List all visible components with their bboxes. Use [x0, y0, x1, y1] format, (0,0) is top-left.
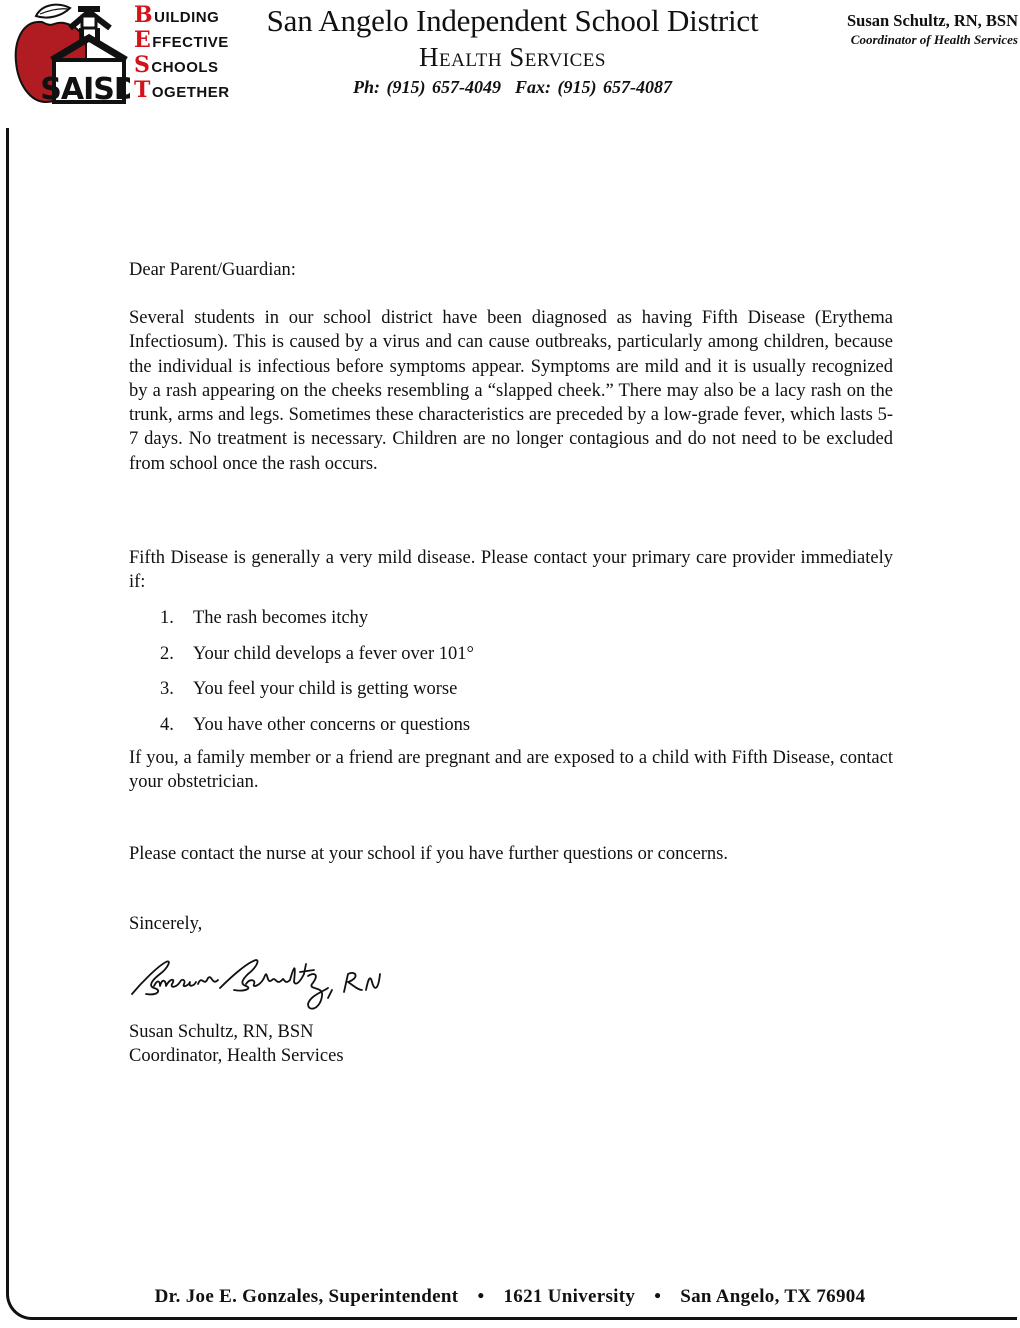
district-name: San Angelo Independent School District	[266, 3, 759, 38]
bullet-separator: •	[654, 1286, 662, 1307]
motto-line: EFFECTIVE	[134, 27, 229, 53]
paragraph-contact-provider: Fifth Disease is generally a very mild disease. Please contact your primary care provider immediately if:	[129, 548, 893, 593]
svg-text:SAISD: SAISD	[40, 72, 130, 104]
saisd-logo	[12, 2, 130, 104]
signature	[128, 952, 473, 1022]
motto-line: SCHOOLS	[134, 52, 219, 78]
footer	[0, 1286, 1020, 1308]
contact-line	[240, 74, 785, 100]
motto-best	[134, 4, 230, 104]
list-item: 4. You have other concerns or questions	[160, 714, 471, 735]
salutation: Dear Parent/Guardian:	[129, 260, 296, 280]
street-address: 1621 University	[503, 1286, 636, 1307]
apple-schoolhouse-logo-icon	[12, 2, 130, 104]
superintendent: Dr. Joe E. Gonzales, Superintendent	[154, 1286, 459, 1307]
page-border-left	[6, 128, 9, 1293]
list-item: 2. Your child develops a fever over 101°	[160, 643, 474, 664]
coordinator-title: Coordinator of Health Services	[850, 32, 1018, 47]
paragraph-contact-nurse: Please contact the nurse at your school if you have further questions or concerns.	[129, 844, 729, 864]
motto-line: TOGETHER	[134, 77, 230, 103]
phone-number: Ph: (915) 657-4049	[353, 77, 501, 97]
letterhead-center	[240, 2, 785, 100]
signer-title: Coordinator, Health Services	[129, 1046, 344, 1066]
coordinator-name: Susan Schultz, RN, BSN	[846, 11, 1018, 30]
closing: Sincerely,	[129, 914, 203, 934]
signer-name: Susan Schultz, RN, BSN	[129, 1022, 314, 1042]
warning-signs-list	[160, 606, 474, 748]
coordinator-block	[847, 10, 1018, 48]
paragraph-pregnancy: If you, a family member or a friend are pregnant and are exposed to a child with Fifth Disease, contact your obstetrician.	[129, 748, 893, 793]
handwritten-signature-icon	[128, 952, 473, 1022]
fax-number: Fax: (915) 657-4087	[515, 77, 672, 97]
page-border-bottom	[38, 1317, 1017, 1320]
department-name: Health Services	[419, 42, 606, 72]
list-item: 1. The rash becomes itchy	[160, 608, 369, 628]
paragraph-symptoms: Several students in our school district have been diagnosed as having Fifth Disease (Erythema Infectiosum). This is caused by a virus and can cause outbreaks, particularly among children, because the individual is infectious before symptoms appear. Symptoms are mild and it is usually recognized by a rash appearing on the cheeks resembling a “slapped cheek.” There may also be a lacy rash on the trunk, arms and legs. Sometimes these characteristics are preceded by a low-grade fever, which lasts 5-7 days. No treatment is necessary. Children are no longer contagious and do not need to be excluded from school once the rash occurs.	[129, 308, 893, 474]
motto-line: BUILDING	[134, 2, 220, 28]
bullet-separator: •	[477, 1286, 485, 1307]
city-state-zip: San Angelo, TX 76904	[680, 1286, 866, 1307]
list-item: 3. You feel your child is getting worse	[160, 679, 458, 699]
